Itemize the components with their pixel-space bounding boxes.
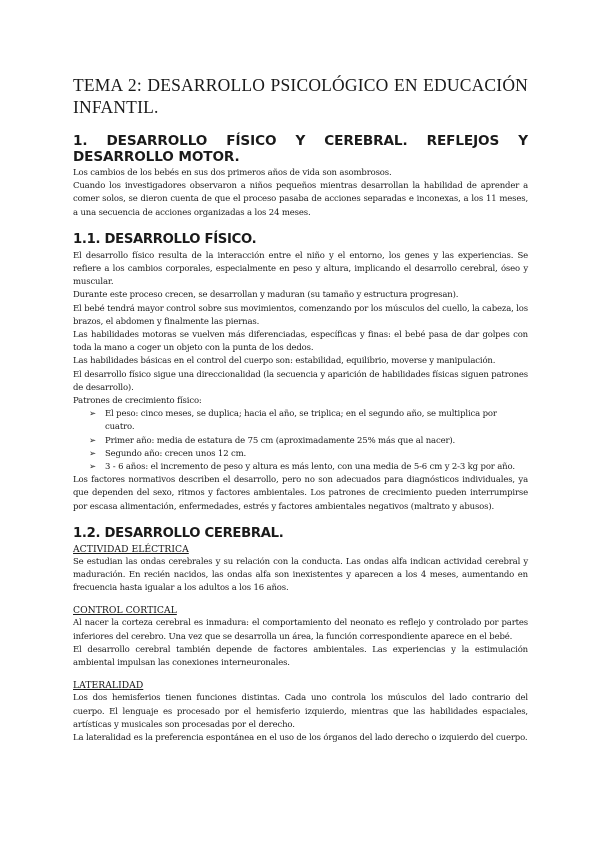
list-item: ➢ 3 - 6 años: el incremento de peso y altura es más lento, con una media de 5-6 cm y 2-3 kg por año. (89, 461, 528, 474)
paragraph: Las habilidades motoras se vuelven más diferenciadas, específicas y finas: el bebé pasa de dar golpes con toda la mano a coger un objeto con la punta de los dedos. (73, 330, 528, 354)
paragraph: Durante este proceso crecen, se desarrollan y maduran (su tamaño y estructura progresan). (73, 290, 459, 301)
paragraph: Los dos hemisferios tienen funciones distintas. Cada uno controla los músculos del lado contrario del cuerpo. El lenguaje es procesado por el hemisferio izquierdo, mientras que las habilidades espaciales, artísticas y musicales son procesadas por el derecho. (73, 693, 528, 730)
paragraph: La lateralidad es la preferencia espontánea en el uso de los órganos del lado derecho o izquierdo del cuerpo. (73, 732, 528, 743)
list-item: ➢ Segundo año: crecen unos 12 cm. (89, 448, 528, 461)
arrow-bullet-icon: ➢ (89, 462, 96, 473)
paragraph: Los factores normativos describen el desarrollo, pero no son adecuados para diagnósticos individuales, ya que dependen del sexo, ritmos y factores ambientales. Los patrones de crecimiento pueden interrumpirse por escasa alimentación, enfermedades, estrés y factores ambientales negativos (maltrato y abusos). (73, 475, 528, 512)
document-title: TEMA 2: DESARROLLO PSICOLÓGICO EN EDUCACIÓN INFANTIL. (73, 75, 528, 117)
subheading-lateralidad: LATERALIDAD (73, 680, 144, 692)
list-item: ➢ Primer año: media de estatura de 75 cm (aproximadamente 25% más que al nacer). (89, 435, 528, 448)
paragraph: Se estudian las ondas cerebrales y su relación con la conducta. Las ondas alfa indican actividad cerebral y maduración. En recién nacidos, las ondas alfa son inexistentes y aparecen a los 4 meses, aumentando en frecuencia hasta igualar a los adultos a los 16 años. (73, 556, 528, 594)
paragraph: Los cambios de los bebés en sus dos primeros años de vida son asombrosos. (73, 168, 392, 178)
arrow-bullet-icon: ➢ (89, 409, 96, 420)
subheading-control-cortical: CONTROL CORTICAL (73, 605, 177, 617)
paragraph: El desarrollo cerebral también depende de factores ambientales. Las experiencias y la estimulación ambiental impulsan las conexiones interneuronales. (73, 644, 528, 669)
paragraph: Patrones de crecimiento físico: (73, 396, 202, 407)
growth-patterns-list (89, 408, 528, 474)
section-1-heading: 1. DESARROLLO FÍSICO Y CEREBRAL. REFLEJOS Y DESARROLLO MOTOR. (73, 133, 528, 165)
paragraph: Al nacer la corteza cerebral es inmadura: el comportamiento del neonato es reflejo y controlado por partes inferiores del cerebro. Una vez que se desarrolla un área, la función correspondiente aparece en el bebé. (73, 618, 528, 642)
section-1-1-heading: 1.1. DESARROLLO FÍSICO. (73, 231, 257, 247)
list-item: ➢ El peso: cinco meses, se duplica; hacia el año, se triplica; en el segundo año, se multiplica por cuatro. (89, 409, 497, 433)
paragraph: Cuando los investigadores observaron a niños pequeños mientras desarrollan la habilidad de aprender a comer solos, se dieron cuenta de que el proceso pasaba de acciones separadas e inconexas, a los 11 meses, a una secuencia de acciones organizadas a los 24 meses. (73, 181, 528, 218)
arrow-bullet-icon: ➢ (89, 448, 96, 459)
subheading-actividad-electrica: ACTIVIDAD ELÉCTRICA (73, 543, 189, 555)
paragraph: El desarrollo físico sigue una direccionalidad (la secuencia y aparición de habilidades físicas siguen patrones de desarrollo). (73, 369, 528, 393)
paragraph: Las habilidades básicas en el control del cuerpo son: estabilidad, equilibrio, moverse y manipulación. (73, 356, 496, 367)
paragraph: El bebé tendrá mayor control sobre sus movimientos, comenzando por los músculos del cuello, la cabeza, los brazos, el abdomen y finalmente las piernas. (73, 303, 528, 327)
paragraph: El desarrollo físico resulta de la interacción entre el niño y el entorno, los genes y las experiencias. Se refiere a los cambios corporales, especialmente en peso y altura, implicando el desarrollo cerebral, óseo y muscular. (73, 250, 528, 288)
arrow-bullet-icon: ➢ (89, 435, 96, 446)
section-1-2-heading: 1.2. DESARROLLO CEREBRAL. (73, 525, 284, 541)
